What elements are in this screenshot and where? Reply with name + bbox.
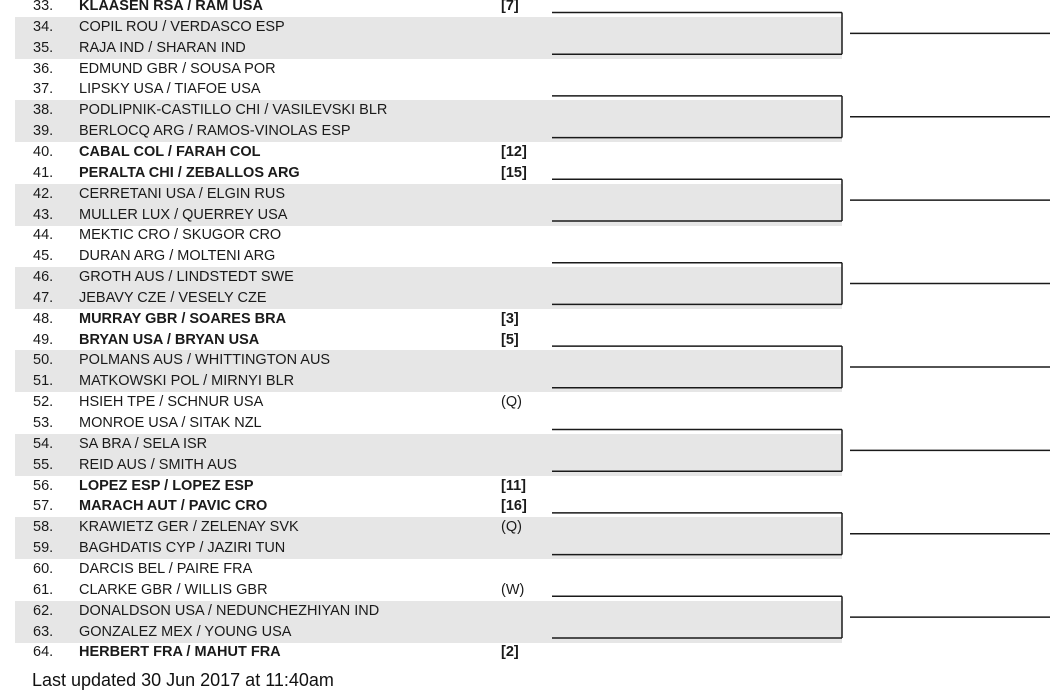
team-name: PODLIPNIK-CASTILLO CHI / VASILEVSKI BLR <box>79 102 388 119</box>
seed-label: [16] <box>501 498 527 515</box>
team-name: RAJA IND / SHARAN IND <box>79 39 246 56</box>
draw-row <box>15 371 842 392</box>
team-name: MONROE USA / SITAK NZL <box>79 415 262 431</box>
draw-row <box>15 288 842 309</box>
team-name: PERALTA CHI / ZEBALLOS ARG <box>79 164 300 181</box>
draw-row <box>15 100 842 121</box>
draw-row <box>15 0 842 17</box>
draw-position-number: 47. <box>33 289 54 306</box>
team-name: CLARKE GBR / WILLIS GBR <box>79 581 268 598</box>
draw-position-number: 56. <box>33 477 54 494</box>
team-name: CABAL COL / FARAH COL <box>79 143 261 160</box>
draw-row <box>15 517 842 538</box>
draw-position-number: 52. <box>33 394 54 411</box>
team-name: EDMUND GBR / SOUSA POR <box>79 60 276 77</box>
draw-row <box>15 455 842 476</box>
draw-position-number: 55. <box>33 456 54 473</box>
draw-row <box>15 496 842 517</box>
draw-row <box>15 538 842 559</box>
last-updated-text: Last updated 30 Jun 2017 at 11:40am <box>32 670 334 690</box>
draw-row <box>15 642 842 663</box>
draw-position-number: 35. <box>33 39 54 56</box>
draw-position-number: 61. <box>33 581 54 598</box>
draw-row <box>15 38 842 59</box>
draw-position-number: 33. <box>33 0 54 14</box>
team-name: MARACH AUT / PAVIC CRO <box>79 498 268 515</box>
team-name: GONZALEZ MEX / YOUNG USA <box>79 623 292 640</box>
team-name: HERBERT FRA / MAHUT FRA <box>79 644 281 661</box>
draw-row <box>15 559 842 580</box>
draw-row <box>15 17 842 38</box>
draw-position-number: 38. <box>33 102 54 119</box>
draw-position-number: 60. <box>33 560 54 577</box>
draw-position-number: 44. <box>33 227 54 244</box>
draw-row <box>15 601 842 622</box>
draw-position-number: 64. <box>33 644 54 661</box>
draw-position-number: 43. <box>33 206 54 223</box>
draw-row <box>15 59 842 80</box>
team-name: BRYAN USA / BRYAN USA <box>79 331 260 348</box>
draw-position-number: 59. <box>33 540 54 557</box>
team-name: LOPEZ ESP / LOPEZ ESP <box>79 477 254 494</box>
draw-row <box>15 79 842 100</box>
draw-position-number: 41. <box>33 164 54 181</box>
team-name: DONALDSON USA / NEDUNCHEZHIYAN IND <box>79 602 380 619</box>
team-name: HSIEH TPE / SCHNUR USA <box>79 394 264 411</box>
seed-label: [15] <box>501 164 527 181</box>
draw-position-number: 51. <box>33 373 54 390</box>
draw-row <box>15 163 842 184</box>
team-name: POLMANS AUS / WHITTINGTON AUS <box>79 352 331 369</box>
seed-label: [5] <box>501 331 519 348</box>
team-name: GROTH AUS / LINDSTEDT SWE <box>79 269 294 286</box>
team-name: MATKOWSKI POL / MIRNYI BLR <box>79 373 295 390</box>
draw-position-number: 57. <box>33 498 54 515</box>
seed-label: [12] <box>501 143 527 160</box>
draw-position-number: 34. <box>33 18 54 35</box>
draw-position-number: 46. <box>33 269 54 286</box>
team-name: KLAASEN RSA / RAM USA <box>79 0 263 14</box>
seed-label: [11] <box>501 477 526 494</box>
draw-row <box>15 476 842 497</box>
draw-position-number: 40. <box>33 143 54 160</box>
team-name: LIPSKY USA / TIAFOE USA <box>79 81 261 98</box>
draw-position-number: 58. <box>33 519 54 536</box>
draw-row <box>15 142 842 163</box>
draw-position-number: 37. <box>33 81 54 98</box>
seed-label: (W) <box>501 581 525 598</box>
team-name: CERRETANI USA / ELGIN RUS <box>79 185 285 202</box>
team-name: MURRAY GBR / SOARES BRA <box>79 310 287 327</box>
draw-row <box>15 392 842 413</box>
team-name: KRAWIETZ GER / ZELENAY SVK <box>79 519 299 536</box>
seed-label: [7] <box>501 0 519 14</box>
team-name: BAGHDATIS CYP / JAZIRI TUN <box>79 540 286 557</box>
team-name: DURAN ARG / MOLTENI ARG <box>79 248 276 265</box>
draw-position-number: 53. <box>33 415 54 431</box>
draw-position-number: 48. <box>33 310 54 327</box>
seed-label: [2] <box>501 644 519 661</box>
draw-position-number: 49. <box>33 331 54 348</box>
draw-row <box>15 622 842 643</box>
draw-position-number: 39. <box>33 123 54 140</box>
seed-label: (Q) <box>501 519 522 536</box>
draw-position-number: 36. <box>33 60 54 77</box>
team-name: BERLOCQ ARG / RAMOS-VINOLAS ESP <box>79 123 351 140</box>
draw-row <box>15 580 842 601</box>
team-name: JEBAVY CZE / VESELY CZE <box>79 289 267 306</box>
draw-row <box>15 413 842 434</box>
draw-position-number: 54. <box>33 435 54 452</box>
draw-row <box>15 267 842 288</box>
draw-position-number: 63. <box>33 623 54 640</box>
draw-row <box>15 330 842 351</box>
draw-position-number: 42. <box>33 185 54 202</box>
draw-position-number: 50. <box>33 352 54 369</box>
seed-label: [3] <box>501 310 519 327</box>
draw-row <box>15 121 842 142</box>
draw-row <box>15 350 842 371</box>
team-name: MEKTIC CRO / SKUGOR CRO <box>79 227 282 244</box>
draw-row <box>15 205 842 226</box>
draw-row <box>15 434 842 455</box>
draw-position-number: 45. <box>33 248 54 265</box>
seed-label: (Q) <box>501 394 522 411</box>
draw-row <box>15 309 842 330</box>
draw-row <box>15 246 842 267</box>
team-name: MULLER LUX / QUERREY USA <box>79 206 288 223</box>
team-name: DARCIS BEL / PAIRE FRA <box>79 560 253 577</box>
draw-row <box>15 184 842 205</box>
draw-position-number: 62. <box>33 602 54 619</box>
draw-row <box>15 225 842 246</box>
team-name: COPIL ROU / VERDASCO ESP <box>79 18 285 35</box>
team-name: SA BRA / SELA ISR <box>79 435 208 452</box>
team-name: REID AUS / SMITH AUS <box>79 456 237 473</box>
